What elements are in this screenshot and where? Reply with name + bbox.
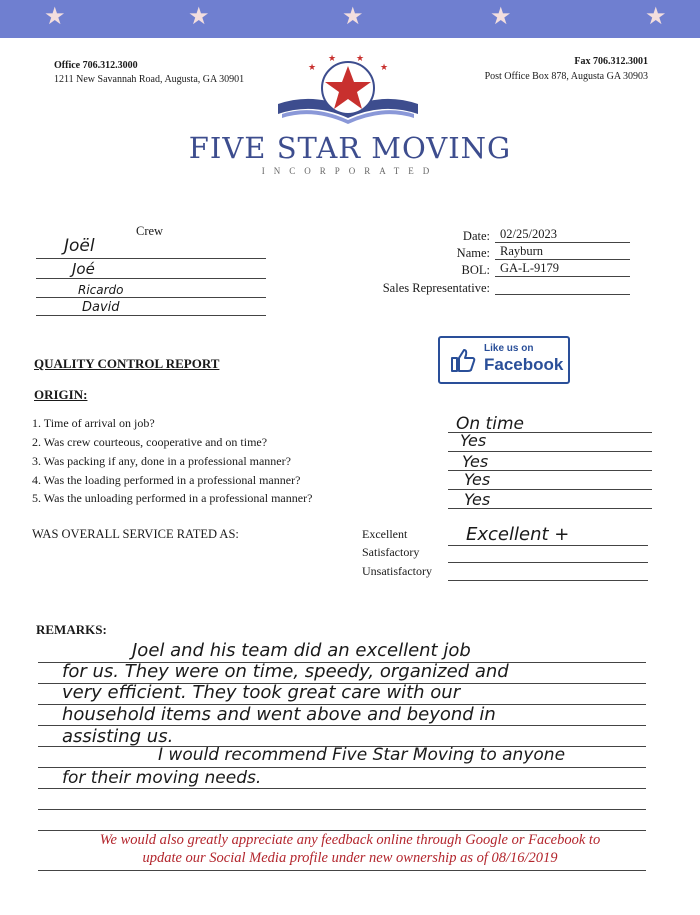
remark-line: assisting us. (62, 726, 174, 747)
remarks-rule (38, 788, 646, 789)
answer-3: Yes (462, 452, 489, 471)
company-name: FIVE STAR MOVING (188, 131, 512, 165)
star-icon: ★ (342, 4, 364, 30)
crew-line (36, 315, 266, 316)
footer-message-line1: We would also greatly appreciate any feedback online through Google or Facebook to (99, 832, 601, 848)
answer-2: Yes (460, 431, 487, 450)
question-4: 4. Was the loading performed in a professional manner? (32, 473, 301, 487)
facebook-top-text: Like us on (484, 343, 534, 354)
remarks-rule (38, 830, 646, 831)
star-icon: ★ (645, 4, 667, 30)
bol-label: BOL: (461, 263, 490, 277)
date-label: Date: (462, 229, 490, 243)
svg-text:★: ★ (308, 62, 317, 72)
crew-member: Ricardo (78, 283, 124, 297)
company-subtitle: INCORPORATED (261, 166, 439, 176)
question-2: 2. Was crew courteous, cooperative and on time? (32, 435, 268, 449)
question-1: 1. Time of arrival on job? (32, 416, 155, 430)
date-line (495, 242, 630, 243)
question-3: 3. Was packing if any, done in a professional manner? (32, 454, 291, 468)
remark-line: household items and went above and beyond in (62, 704, 496, 725)
crew-member: Joël (64, 236, 95, 256)
sales-rep-label: Sales Representative: (382, 281, 490, 295)
report-title: QUALITY CONTROL REPORT (34, 356, 220, 371)
facebook-bottom-text: Facebook (484, 355, 564, 374)
facebook-like-button[interactable] (438, 336, 570, 384)
sales-rep-line (495, 294, 630, 295)
remark-line: very efficient. They took great care with our (62, 682, 461, 703)
star-icon: ★ (188, 4, 210, 30)
remarks-rule (38, 870, 646, 871)
star-icon: ★ (44, 4, 66, 30)
crew-line (36, 297, 266, 298)
star-badge-icon (268, 52, 428, 132)
remark-line: for us. They were on time, speedy, organized and (62, 661, 509, 682)
office-address: 1211 New Savannah Road, Augusta, GA 30901 (54, 74, 245, 85)
fax-phone: Fax 706.312.3001 (574, 56, 648, 67)
rating-excellent-label: Excellent (362, 527, 408, 541)
crew-label: Crew (136, 224, 164, 238)
name-line (495, 259, 630, 260)
name-value: Rayburn (500, 244, 544, 258)
answer-1: On time (456, 414, 524, 434)
question-5: 5. Was the unloading performed in a professional manner? (32, 491, 313, 505)
bol-value: GA-L-9179 (500, 261, 560, 275)
date-value: 02/25/2023 (500, 227, 557, 241)
footer-message-line2: update our Social Media profile under new ownership as of 08/16/2019 (142, 850, 558, 866)
rating-excellent-value: Excellent + (466, 524, 570, 545)
rating-line (448, 562, 648, 563)
rating-unsatisfactory-label: Unsatisfactory (362, 564, 432, 578)
answer-4: Yes (464, 470, 491, 489)
banner-edge (0, 38, 700, 44)
crew-line (36, 278, 266, 279)
remark-line: for their moving needs. (62, 768, 262, 788)
remark-line: I would recommend Five Star Moving to anyone (158, 745, 566, 765)
office-phone: Office 706.312.3000 (54, 60, 138, 71)
top-banner (0, 0, 700, 38)
remarks-rule (38, 809, 646, 810)
crew-member: David (82, 300, 120, 315)
crew-line (36, 258, 266, 259)
answer-line (448, 508, 652, 509)
remark-line: Joel and his team did an excellent job (132, 640, 471, 661)
star-icon: ★ (490, 4, 512, 30)
svg-text:★: ★ (380, 62, 389, 72)
bol-line (495, 276, 630, 277)
name-label: Name: (456, 246, 490, 260)
rating-line (448, 545, 648, 546)
rating-satisfactory-label: Satisfactory (362, 545, 420, 559)
rating-line (448, 580, 648, 581)
fax-address: Post Office Box 878, Augusta GA 30903 (484, 71, 648, 82)
overall-rating-label: WAS OVERALL SERVICE RATED AS: (32, 527, 239, 541)
svg-text:★: ★ (356, 53, 365, 63)
thumbs-up-icon (450, 348, 476, 372)
origin-label: ORIGIN: (34, 387, 88, 402)
svg-text:★: ★ (328, 53, 337, 63)
answer-5: Yes (464, 490, 491, 509)
crew-member: Joé (72, 260, 95, 278)
remarks-label: REMARKS: (36, 622, 107, 637)
